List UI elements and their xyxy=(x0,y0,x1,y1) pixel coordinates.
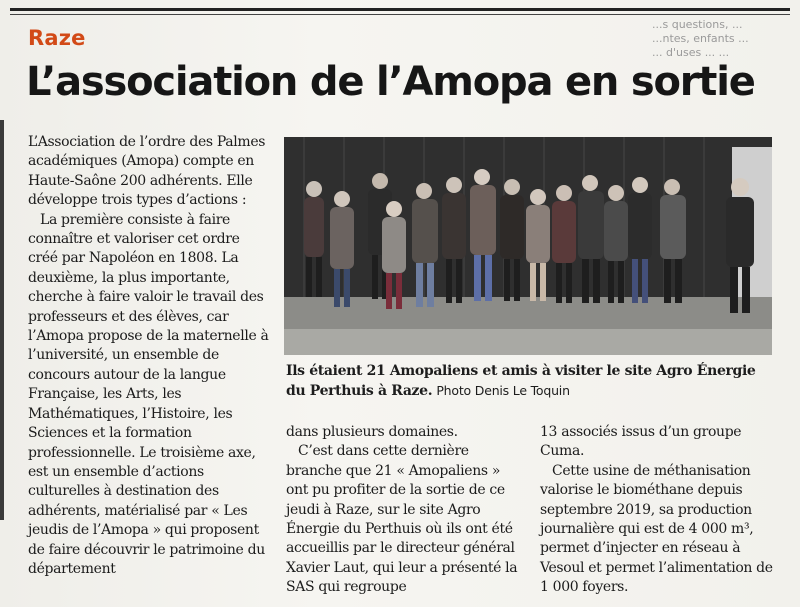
article-column-1 xyxy=(28,133,272,579)
left-edge-strip xyxy=(0,120,4,520)
paragraph: Cette usine de méthanisation valorise le biométhane depuis septembre 2019, sa production journalière qui est de 4 000 m³, permet d’injecter en réseau à Vesoul et permet l’alimentation de 1 000 foyers. xyxy=(540,462,773,596)
caption-text: Ils étaient 21 Amopaliens et amis à visiter le site Agro Énergie du Perthuis à Raze. xyxy=(286,363,756,399)
paragraph: dans plusieurs domaines. xyxy=(286,424,458,440)
paragraph: C’est dans cette dernière branche que 21 « Amopaliens » ont pu profiter de la sortie de ce jeudi à Raze, sur le site Agro Énergie du Perthuis où ils ont été accueillis par le directeur général Xavier Laut, qui leur a présenté la SAS qui regroupe xyxy=(286,443,518,596)
article-column-3 xyxy=(540,423,775,598)
article-headline: L’association de l’Amopa en sortie xyxy=(26,59,755,105)
top-rule-thin xyxy=(10,14,790,15)
bleed-line: ... d'uses ... ... xyxy=(652,46,730,59)
paragraph: 13 associés issus d’un groupe Cuma. xyxy=(540,424,742,460)
photo-caption xyxy=(286,362,772,401)
top-rule xyxy=(10,8,790,11)
group-photo-illustration xyxy=(284,137,772,355)
group-photo xyxy=(284,137,772,355)
bleed-through-text xyxy=(652,18,792,60)
bleed-line: ...s questions, ... xyxy=(652,18,743,31)
paragraph: L’Association de l’ordre des Palmes académiques (Amopa) compte en Haute-Saône 200 adhérents. Elle développe trois types d’actions : xyxy=(28,134,266,209)
paragraph: La première consiste à faire connaître et valoriser cet ordre créé par Napoléon en 1808. La deuxième, la plus importante, cherche à faire valoir le travail des professeurs et des élèves, car l’Amopa propose de la maternelle à l’université, un ensemble de concours autour de la langue Française, les Arts, les Mathématiques, l’Histoire, les Sciences et la formation professionnelle. Le troisième axe, est un ensemble d’actions culturelles à destination des adhérents, matérialisé par « Les jeudis de l’Amopa » qui proposent de faire découvrir le patrimoine du département xyxy=(28,211,269,577)
bleed-line: ...ntes, enfants ... xyxy=(652,32,749,45)
article-column-2 xyxy=(286,423,522,598)
article-kicker: Raze xyxy=(28,26,86,50)
photo-credit: Photo Denis Le Toquin xyxy=(436,383,570,398)
